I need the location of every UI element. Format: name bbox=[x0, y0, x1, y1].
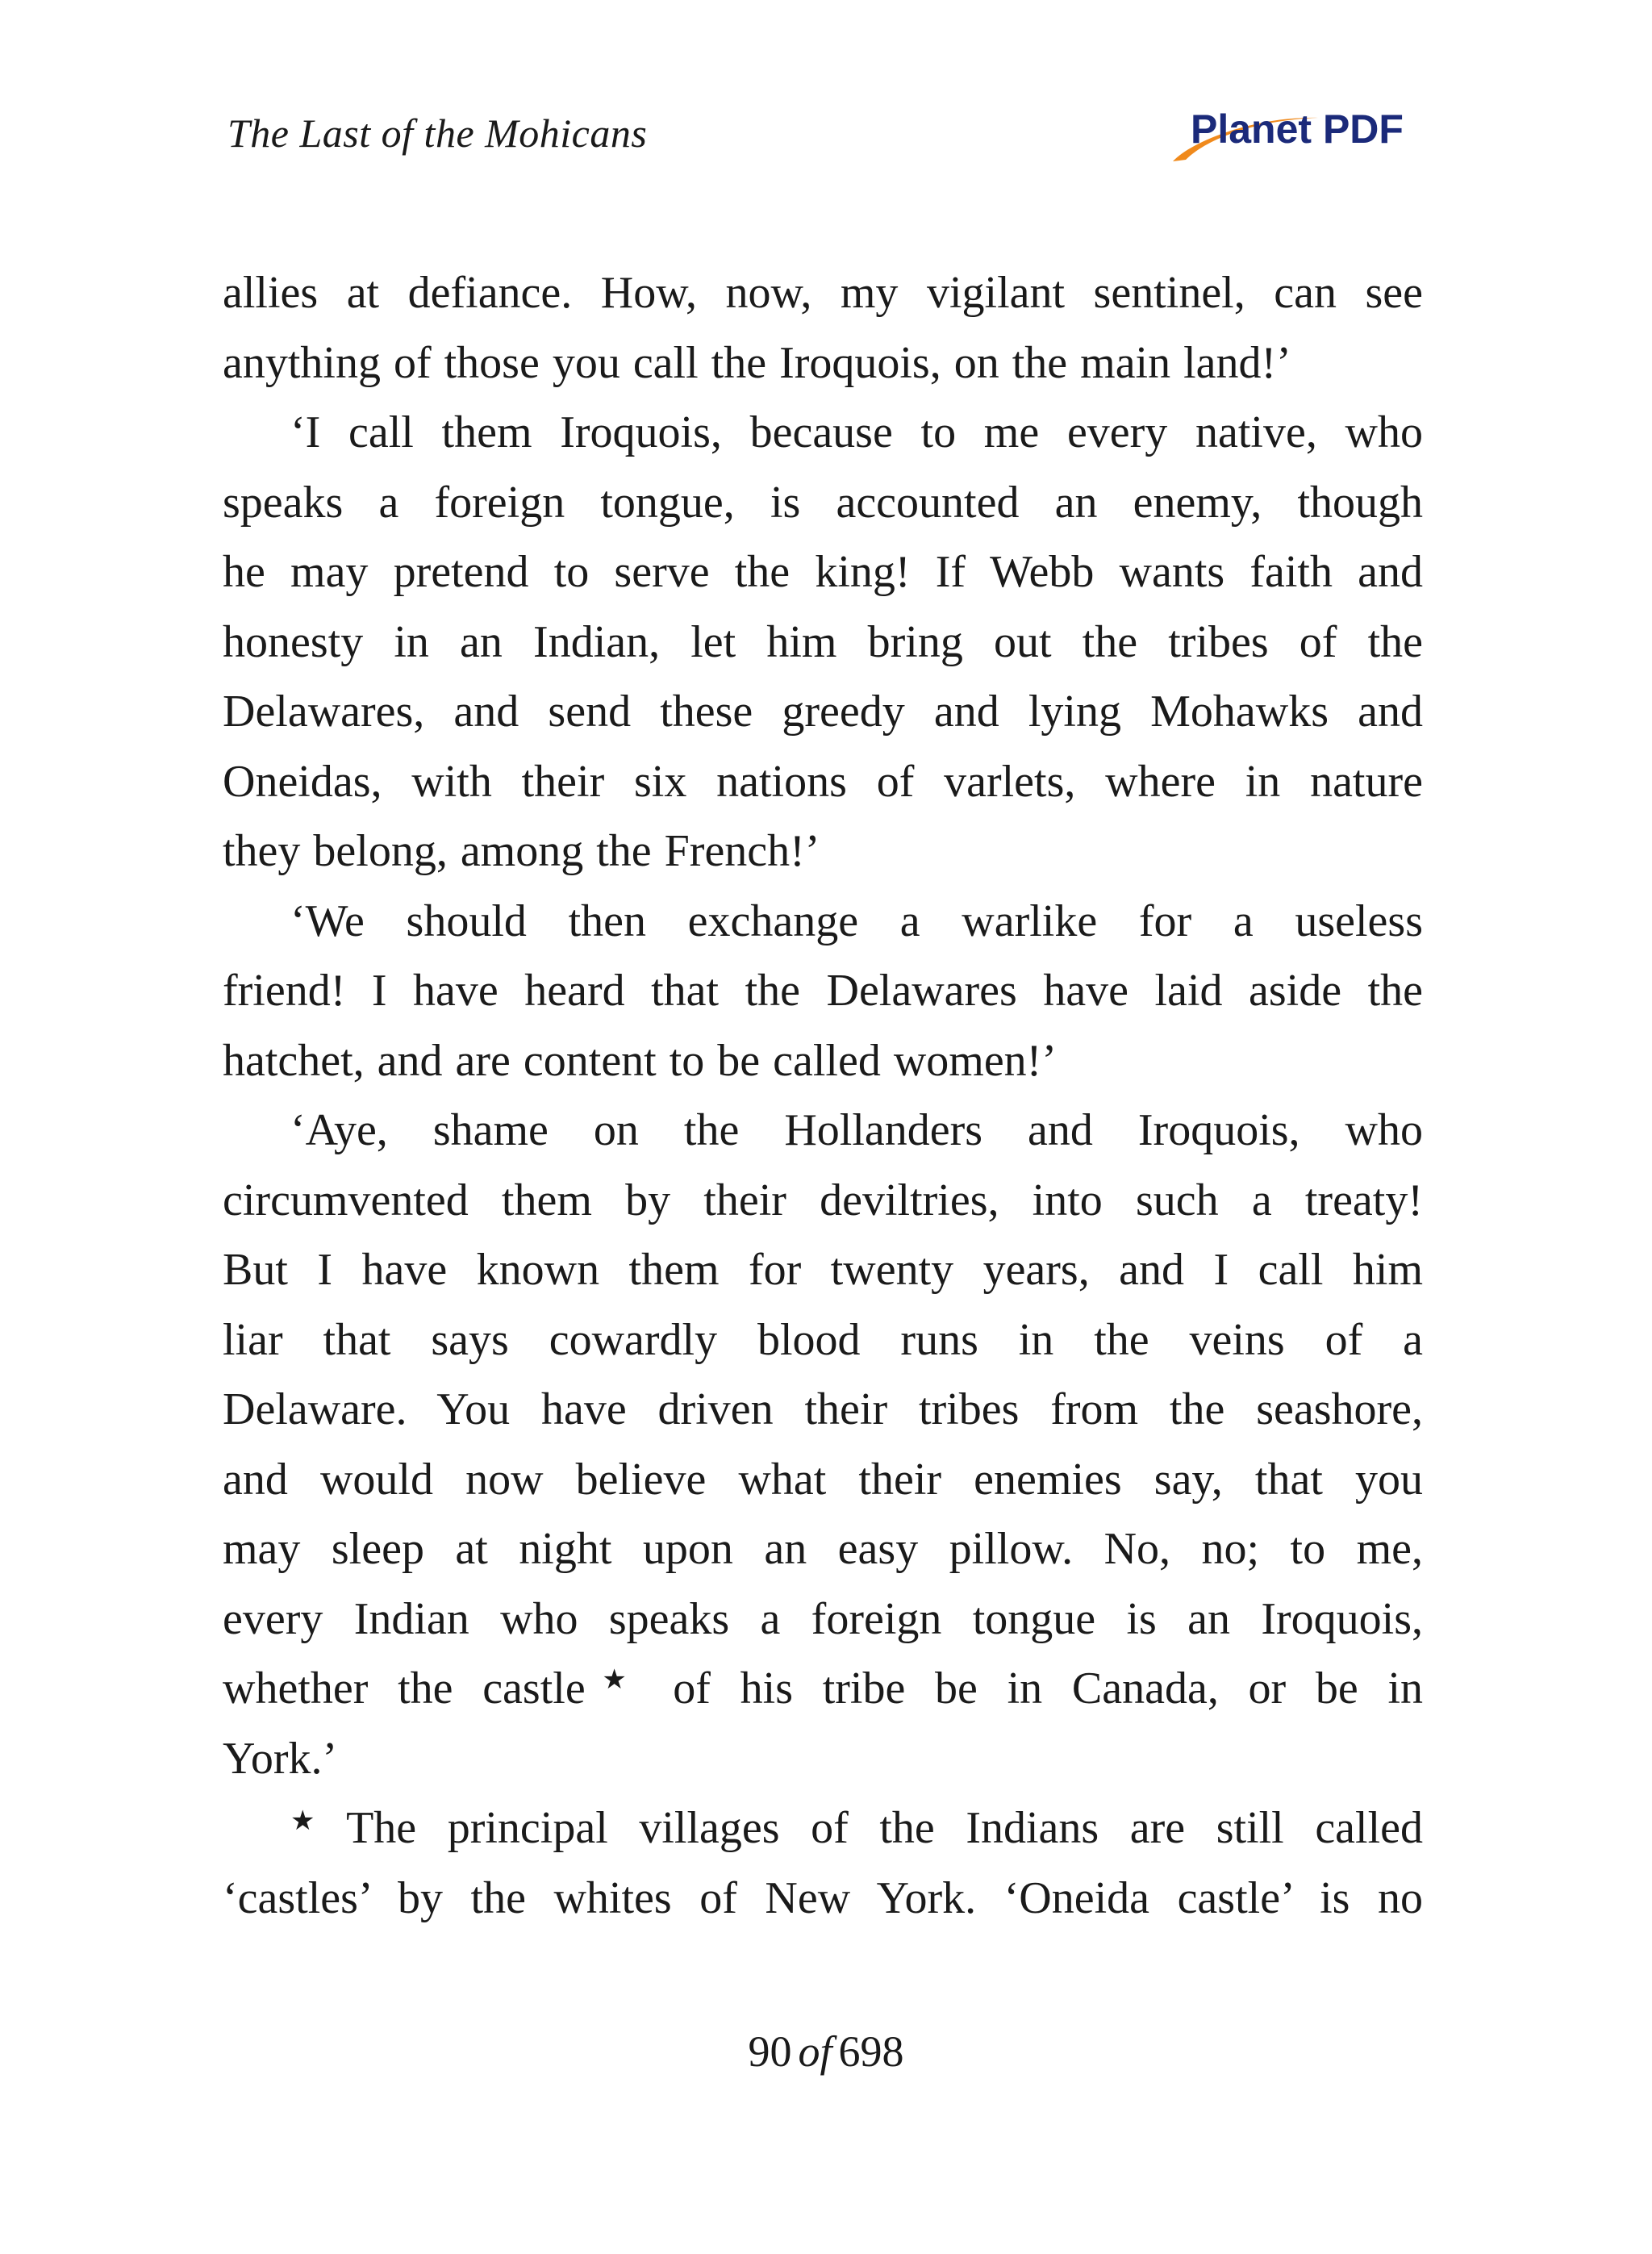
text-line: Delaware. You have driven their tribes from the seashore, bbox=[223, 1384, 1423, 1434]
page-of-label: of bbox=[798, 2027, 832, 2076]
text-line: liar that says cowardly blood runs in the veins of a bbox=[223, 1314, 1423, 1365]
text-line: Oneidas, with their six nations of varlets, where in nature bbox=[223, 756, 1423, 807]
page-text bbox=[223, 258, 1423, 1933]
text-line bbox=[223, 1654, 1423, 1724]
book-title: The Last of the Mohicans bbox=[227, 111, 648, 156]
text-line: anything of those you call the Iroquois, on the main land!’ bbox=[223, 337, 1291, 388]
footnote-line bbox=[223, 1793, 1423, 1864]
footnote-text: The principal villages of the Indians are still called bbox=[346, 1803, 1424, 1853]
footnote-marker-star-icon: ★ bbox=[585, 1663, 644, 1696]
text-line: York.’ bbox=[223, 1733, 338, 1784]
text-line: circumvented them by their deviltries, into such a treaty! bbox=[223, 1175, 1423, 1225]
text-line: may sleep at night upon an easy pillow. No, no; to me, bbox=[223, 1524, 1423, 1574]
footnote-star-icon: ★ bbox=[290, 1805, 334, 1837]
text-line: hatchet, and are content to be called women!’ bbox=[223, 1035, 1057, 1086]
text-line: and would now believe what their enemies say, that you bbox=[223, 1454, 1423, 1505]
text-line: every Indian who speaks a foreign tongue is an Iroquois, bbox=[223, 1593, 1423, 1644]
text-line: he may pretend to serve the king! If Webb wants faith and bbox=[223, 547, 1423, 597]
text-line: they belong, among the French!’ bbox=[223, 826, 820, 876]
text-line: Delawares, and send these greedy and lying Mohawks and bbox=[223, 687, 1423, 737]
text-line: allies at defiance. How, now, my vigilant sentinel, can see bbox=[223, 268, 1423, 318]
text-segment: whether the castle bbox=[223, 1663, 586, 1713]
text-line: honesty in an Indian, let him bring out the tribes of the bbox=[223, 616, 1423, 667]
text-line: friend! I have heard that the Delawares have laid aside the bbox=[223, 966, 1423, 1016]
current-page: 90 bbox=[748, 2027, 792, 2076]
text-line: ‘We should then exchange a warlike for a useless bbox=[290, 895, 1423, 946]
logo-text: Planet PDF bbox=[1191, 106, 1404, 152]
text-segment: of his tribe be in Canada, or be in bbox=[643, 1663, 1424, 1713]
text-line: But I have known them for twenty years, and I call him bbox=[223, 1245, 1423, 1295]
footnote-line: ‘castles’ by the whites of New York. ‘Oneida castle’ is no bbox=[223, 1872, 1423, 1923]
page-number bbox=[0, 2023, 1652, 2080]
total-pages: 698 bbox=[838, 2027, 904, 2076]
planet-pdf-logo bbox=[1168, 98, 1426, 171]
text-line: ‘I call them Iroquois, because to me every native, who bbox=[290, 407, 1423, 457]
text-line: speaks a foreign tongue, is accounted an enemy, though bbox=[223, 477, 1423, 528]
text-line: ‘Aye, shame on the Hollanders and Iroquois, who bbox=[290, 1105, 1423, 1155]
